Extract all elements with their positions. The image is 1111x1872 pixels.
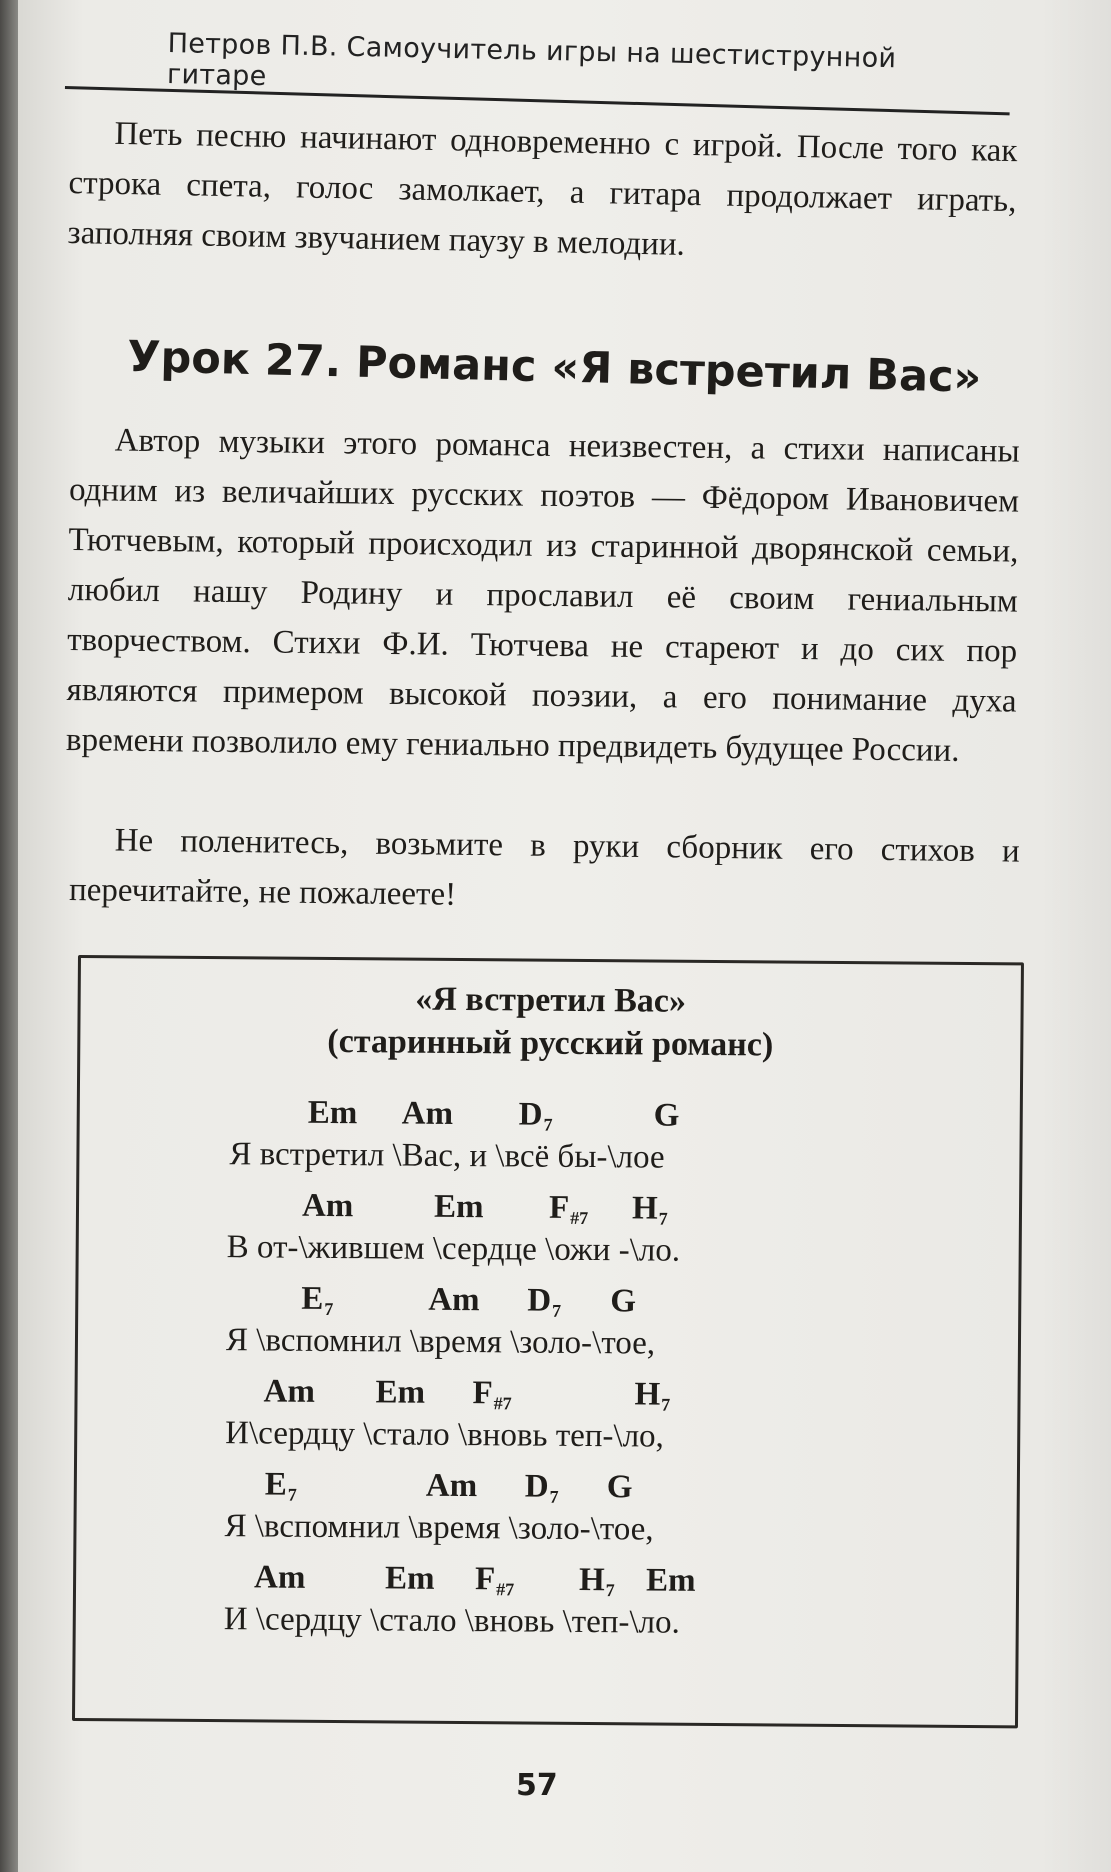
chord-1-3: $D_7$	[518, 1096, 553, 1135]
song-title: «Я встретил Вас»	[415, 980, 687, 1020]
chord-6-4: $H_7$	[578, 1561, 615, 1601]
chord-6-5: Em	[645, 1562, 696, 1599]
page-number: 57	[516, 1768, 558, 1803]
chord-2-3: $F_{\#7}$	[548, 1189, 589, 1229]
chord-5-3: $D_7$	[524, 1468, 559, 1507]
chord-6-2: Em	[384, 1560, 435, 1597]
intro-paragraph: Петь песню начинают одновременно с игрой. После того как строка спета, голос замолкает, а гитара продолжает играть, заполняя своим звучанием паузу в мелодии.	[67, 115, 1018, 263]
chord-3-3: $D_7$	[527, 1282, 562, 1321]
running-head: Петров П.В. Самоучитель игры на шестиструнной гитаре	[166, 28, 897, 93]
chord-4-4: $H_7$	[634, 1376, 671, 1415]
chord-5-1: $E_7$	[264, 1466, 297, 1505]
lyric-line-1: Я встретил \Вас, и \всё бы-\лое	[229, 1136, 665, 1176]
chord-4-3: $F_{\#7}$	[472, 1375, 512, 1414]
chord-1-2: Am	[401, 1095, 454, 1132]
lyric-line-2: В от-\жившем \сердце \ожи -\ло.	[226, 1229, 681, 1269]
chord-1-4: G	[653, 1097, 680, 1134]
chord-3-4: G	[610, 1283, 637, 1320]
chord-2-2: Em	[433, 1188, 484, 1226]
chord-4-1: Am	[263, 1373, 316, 1410]
book-page	[18, 0, 1111, 1872]
advice-paragraph: Не поленитесь, возьмите в руки сборник его стихов и перечитайте, не пожалеете!	[68, 822, 1020, 913]
lyric-line-5: Я \вспомнил \время \золо-\тое,	[224, 1508, 654, 1548]
chord-5-2: Am	[425, 1467, 478, 1505]
lyric-line-6: И \сердцу \стало \вновь \теп-\ло.	[223, 1601, 680, 1641]
lesson-title: Урок 27. Романс «Я встретил Вас»	[126, 332, 982, 403]
song-box	[72, 955, 1024, 1728]
chord-2-1: Am	[301, 1187, 354, 1225]
chord-6-1: Am	[253, 1559, 306, 1596]
lyric-line-3: Я \вспомнил \время \золо-\тое,	[225, 1322, 656, 1362]
song-subtitle: (старинный русский романс)	[327, 1022, 774, 1064]
chord-3-1: $E_7$	[301, 1280, 334, 1320]
book-spine-edge	[0, 0, 18, 1872]
lyric-line-4: И\сердцу \стало \вновь теп-\ло,	[225, 1415, 665, 1455]
page-shadow	[1041, 0, 1111, 1872]
chord-5-4: G	[606, 1469, 633, 1506]
chord-2-4: $H_7$	[631, 1190, 668, 1229]
author-paragraph: Автор музыки этого романса неизвестен, а стихи написаны одним из величайших русских поэтов — Фёдором Ивановичем Тютчевым, который происходил из старинной дворянской семьи, любил нашу Родину и прославил её своим гениальным творчеством. Стихи Ф.И. Тютчева не стареют и до сих пор являются примером высокой поэзии, а его понимание духа времени позволило ему гениально предвидеть будущее России.	[65, 422, 1020, 769]
chord-4-2: Em	[375, 1374, 426, 1411]
chord-1-1: Em	[307, 1094, 358, 1132]
chord-6-3: $F_{\#7}$	[474, 1561, 515, 1600]
chord-3-2: Am	[428, 1281, 480, 1319]
